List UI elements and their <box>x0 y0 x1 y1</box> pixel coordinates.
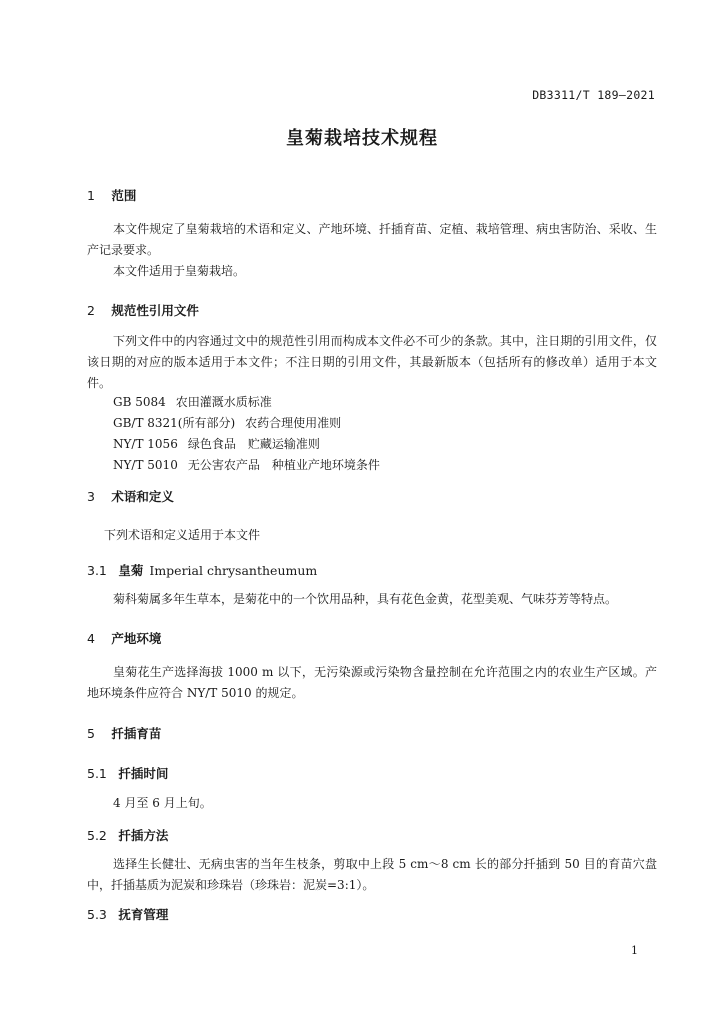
subsection-heading-5-2 <box>87 826 168 844</box>
section-number: 5 <box>87 726 95 741</box>
subsection-heading-5-3 <box>87 905 168 923</box>
section-heading-3 <box>87 487 174 505</box>
reference-title: 无公害农产品 种植业产地环境条件 <box>187 458 380 472</box>
section-number: 5.3 <box>87 907 107 922</box>
section-title: 产地环境 <box>111 631 162 646</box>
paragraph: 下列术语和定义适用于本文件 <box>104 528 261 542</box>
page-title: 皇菊栽培技术规程 <box>286 128 438 149</box>
reference-title: 绿色食品 贮藏运输准则 <box>187 437 320 451</box>
paragraph: 选择生长健壮、无病虫害的当年生枝条，剪取中上段 5 cm～8 cm 长的部分扦插到 50 目的育苗穴盘中，扦插基质为泥炭和珍珠岩（珍珠岩：泥炭=3:1）。 <box>87 857 657 892</box>
paragraph: 下列文件中的内容通过文中的规范性引用而构成本文件必不可少的条款。其中，注日期的引用文件，仅该日期的对应的版本适用于本文件；不注日期的引用文件，其最新版本（包括所有的修改单）适用于本文件。 <box>87 334 657 390</box>
section-heading-5 <box>87 724 161 742</box>
paragraph: 皇菊花生产选择海拔 1000 m 以下，无污染源或污染物含量控制在允许范围之内的农业生产区域。产地环境条件应符合 NY/T 5010 的规定。 <box>87 665 657 700</box>
section-title: 扦插育苗 <box>111 726 162 741</box>
reference-item <box>113 456 390 473</box>
section-title: 扦插时间 <box>118 766 169 781</box>
section-heading-4 <box>87 629 161 647</box>
reference-code: GB/T 8321(所有部分) <box>113 416 236 430</box>
section-number: 5.1 <box>87 766 107 781</box>
section-number: 1 <box>87 188 95 203</box>
section-number: 5.2 <box>87 828 107 843</box>
term-en: Imperial chrysantheumum <box>149 563 318 578</box>
reference-code: NY/T 5010 <box>113 458 178 472</box>
page-number: 1 <box>631 944 638 957</box>
paragraph: 本文件适用于皇菊栽培。 <box>113 264 246 278</box>
reference-title: 农田灌溉水质标准 <box>175 395 272 409</box>
reference-title: 农药合理使用准则 <box>245 416 342 430</box>
subsection-heading-5-1 <box>87 764 168 782</box>
paragraph: 本文件规定了皇菊栽培的术语和定义、产地环境、扦插育苗、定植、栽培管理、病虫害防治、采收、生产记录要求。 <box>87 222 657 257</box>
term-zh: 皇菊 <box>118 563 144 578</box>
term-number: 3.1 <box>87 563 107 578</box>
section-title: 规范性引用文件 <box>111 303 199 318</box>
term-definition: 菊科菊属多年生草本，是菊花中的一个饮用品种，具有花色金黄，花型美观、气味芬芳等特点。 <box>113 592 618 606</box>
reference-code: NY/T 1056 <box>113 437 178 451</box>
section-heading-2 <box>87 301 199 319</box>
paragraph: 4 月至 6 月上旬。 <box>113 796 212 810</box>
term-heading-3-1 <box>87 561 317 579</box>
section-heading-1 <box>87 186 136 204</box>
section-title: 范围 <box>111 188 137 203</box>
reference-item <box>113 435 330 452</box>
section-title: 抚育管理 <box>118 907 169 922</box>
section-title: 扦插方法 <box>118 828 169 843</box>
section-number: 4 <box>87 631 95 646</box>
reference-code: GB 5084 <box>113 395 166 409</box>
section-number: 3 <box>87 489 95 504</box>
section-number: 2 <box>87 303 95 318</box>
standard-code: DB3311/T 189—2021 <box>532 88 655 102</box>
section-title: 术语和定义 <box>111 489 174 504</box>
reference-item <box>113 414 351 431</box>
reference-item <box>113 393 282 410</box>
